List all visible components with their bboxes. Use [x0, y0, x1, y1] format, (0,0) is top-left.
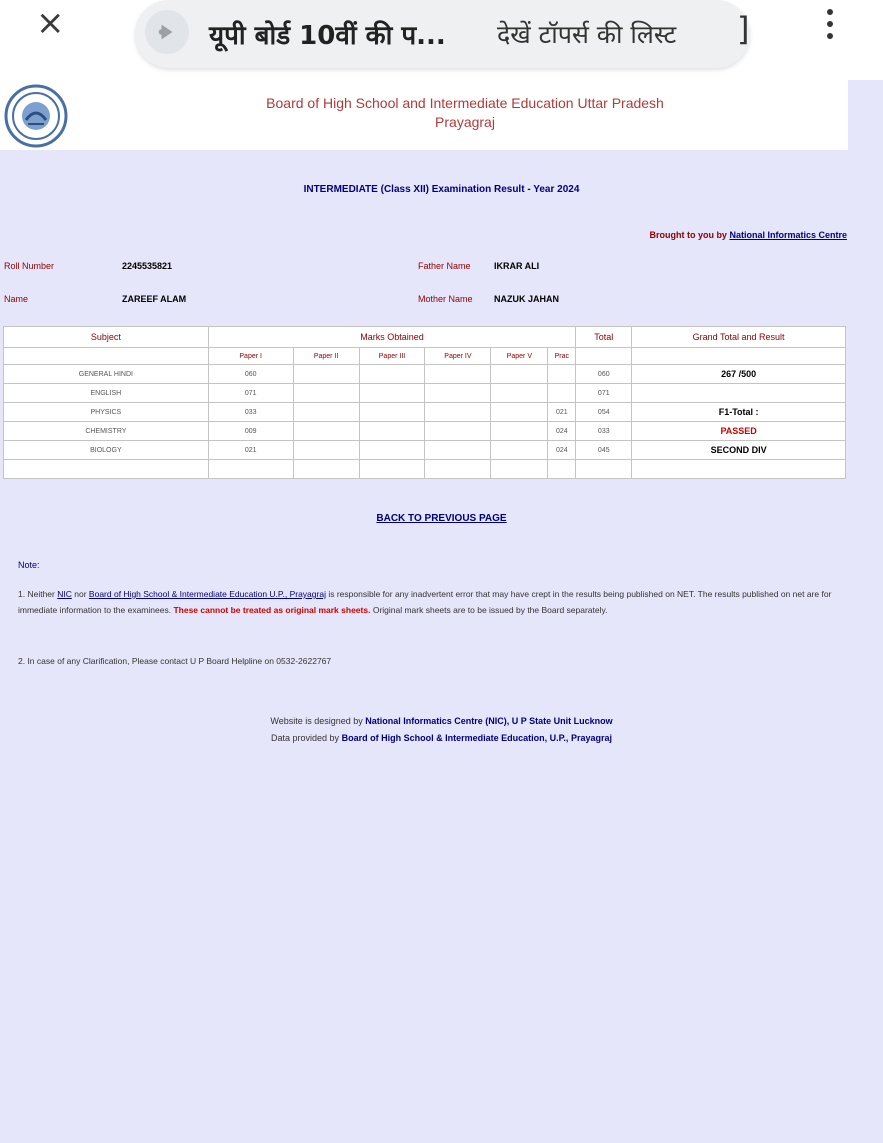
name-label: Name: [4, 294, 29, 304]
table-row: [4, 365, 846, 384]
total-cell: 060: [576, 365, 632, 384]
page-title-pill[interactable]: [135, 0, 750, 68]
note-warning: These cannot be treated as original mark sheets.: [173, 605, 371, 615]
browser-top-bar: [0, 0, 883, 80]
paper1-cell: 071: [208, 384, 293, 403]
subject-cell: CHEMISTRY: [4, 422, 209, 441]
prac-cell: 024: [548, 441, 576, 460]
paper1-cell: 009: [208, 422, 293, 441]
roll-number-value: 2245535821: [122, 261, 173, 271]
board-note-link[interactable]: Board of High School & Intermediate Education U.P., Prayagraj: [88, 589, 326, 599]
paper-header: Paper III: [359, 348, 425, 365]
note-2: 2. In case of any Clarification, Please contact U P Board Helpline on 0532-2622767: [18, 656, 332, 666]
note-1: [18, 586, 866, 618]
prac-cell: [548, 365, 576, 384]
total-header: Total: [576, 327, 632, 348]
paper-header: Prac: [548, 348, 576, 365]
footer-line-1: [0, 716, 883, 726]
nic-note-link[interactable]: NIC: [57, 589, 72, 599]
paper1-cell: 060: [208, 365, 293, 384]
roll-number-label: Roll Number: [4, 261, 55, 271]
blank-header: [632, 348, 846, 365]
result-page: [0, 80, 883, 1143]
blank-header: [576, 348, 632, 365]
name-value: ZAREEF ALAM: [122, 294, 187, 304]
subject-cell: PHYSICS: [4, 403, 209, 422]
total-cell: 054: [576, 403, 632, 422]
page-title: यूपी बोर्ड 10वीं की प...: [209, 21, 446, 51]
result-cell: F1-Total :: [632, 403, 846, 422]
up-board-logo-icon: [4, 84, 68, 148]
brought-by: [649, 230, 847, 240]
footer-nic: National Informatics Centre (NIC), U P State Unit Lucknow: [365, 716, 613, 726]
paper-header: Paper V: [491, 348, 548, 365]
tab-bracket-icon[interactable]: ]: [737, 10, 750, 48]
board-name-line2: Prayagraj: [435, 114, 495, 130]
table-row: [4, 441, 846, 460]
paper1-cell: 021: [208, 441, 293, 460]
paper-header: Paper I: [208, 348, 293, 365]
footer-board: Board of High School & Intermediate Education, U.P., Prayagraj: [341, 733, 612, 743]
total-cell: 033: [576, 422, 632, 441]
marks-header: Marks Obtained: [208, 327, 576, 348]
total-cell: 071: [576, 384, 632, 403]
board-name: [200, 94, 730, 132]
subject-header: Subject: [4, 327, 209, 348]
grand-total-header: Grand Total and Result: [632, 327, 846, 348]
paper-header: Paper II: [293, 348, 359, 365]
table-row: [4, 422, 846, 441]
result-cell: [632, 384, 846, 403]
board-name-line1: Board of High School and Intermediate Education Uttar Pradesh: [266, 95, 664, 111]
brought-by-prefix: Brought to you by: [649, 230, 727, 240]
prac-cell: 024: [548, 422, 576, 441]
result-cell: PASSED: [632, 422, 846, 441]
result-table: [3, 326, 846, 479]
paper1-cell: 033: [208, 403, 293, 422]
father-name-label: Father Name: [418, 261, 471, 271]
note-text: nor: [74, 589, 87, 599]
result-cell: 267 /500: [632, 365, 846, 384]
note-text: is responsible for any inadvertent error that may have crept in the results being published on NET. The results published on net are for immediate information to the examinees.: [18, 589, 832, 615]
close-icon[interactable]: ×: [36, 3, 65, 43]
footer-text: Website is designed by: [270, 716, 363, 726]
paper-header: Paper IV: [425, 348, 491, 365]
prac-cell: [548, 384, 576, 403]
table-row: [4, 460, 846, 479]
prac-cell: 021: [548, 403, 576, 422]
result-cell: SECOND DIV: [632, 441, 846, 460]
note-label: Note:: [18, 560, 40, 570]
board-header: [0, 80, 848, 150]
blank-header: [4, 348, 209, 365]
subject-cell: GENERAL HINDI: [4, 365, 209, 384]
site-icon: [145, 10, 189, 54]
subject-cell: ENGLISH: [4, 384, 209, 403]
more-menu-icon[interactable]: [822, 6, 838, 46]
note-text: Original mark sheets are to be issued by the Board separately.: [372, 605, 608, 615]
page-subtitle: देखें टॉपर्स की लिस्ट: [497, 20, 677, 49]
total-cell: 045: [576, 441, 632, 460]
mother-name-label: Mother Name: [418, 294, 473, 304]
exam-title: INTERMEDIATE (Class XII) Examination Result - Year 2024: [303, 184, 580, 195]
footer-text: Data provided by: [271, 733, 340, 743]
subject-cell: BIOLOGY: [4, 441, 209, 460]
back-to-previous-page-link[interactable]: BACK TO PREVIOUS PAGE: [376, 513, 507, 524]
table-row: [4, 384, 846, 403]
father-name-value: IKRAR ALI: [494, 261, 540, 271]
mother-name-value: NAZUK JAHAN: [494, 294, 559, 304]
footer-line-2: [0, 733, 883, 743]
table-row: [4, 403, 846, 422]
nic-link[interactable]: National Informatics Centre: [729, 230, 847, 240]
note-text: 1. Neither: [18, 589, 55, 599]
